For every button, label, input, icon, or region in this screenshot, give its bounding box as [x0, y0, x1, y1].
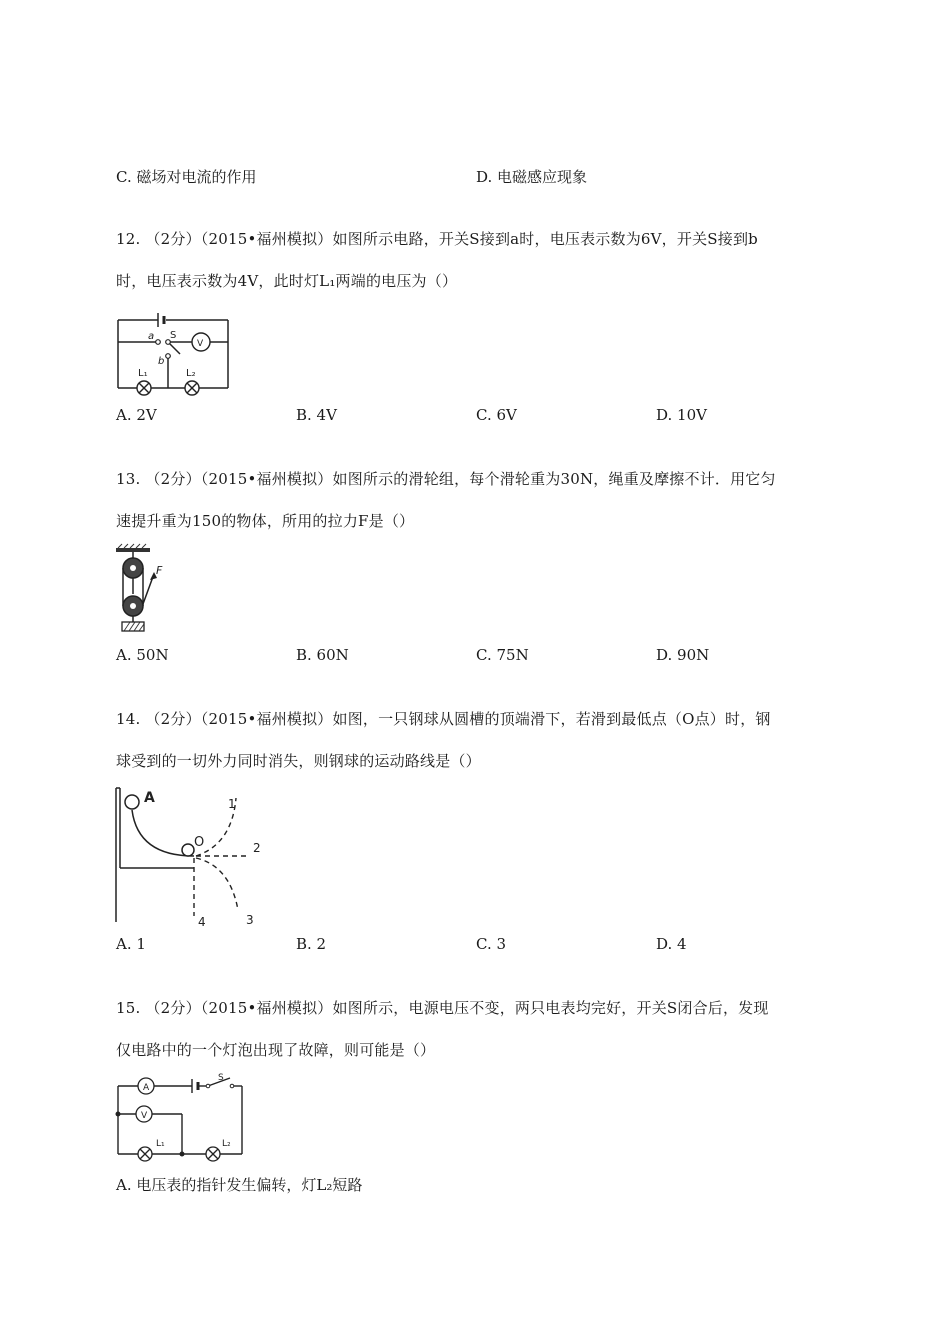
q13-pulley-diagram [114, 546, 174, 634]
q12-option-b: B. 4V [296, 406, 337, 424]
q15-label-ammeter: A [143, 1083, 150, 1093]
q15-label-s: S [218, 1073, 224, 1083]
question-15-text-line1: 15. （2分）（2015•福州模拟）如图所示，电源电压不变，两只电表均完好，开关S闭合后，发现 [116, 999, 769, 1017]
q13-option-b: B. 60N [296, 646, 349, 664]
q12-option-c: C. 6V [476, 406, 517, 424]
q13-option-a: A. 50N [116, 646, 169, 664]
question-14-text-line1: 14. （2分）（2015•福州模拟）如图，一只钢球从圆槽的顶端滑下，若滑到最低点（O点）时，钢 [116, 710, 771, 728]
q13-option-d: D. 90N [656, 646, 710, 664]
question-13-text-line1: 13. （2分）（2015•福州模拟）如图所示的滑轮组，每个滑轮重为30N，绳重及摩擦不计．用它匀 [116, 470, 776, 488]
q15-option-a: A. 电压表的指针发生偏转，灯L₂短路 [116, 1176, 363, 1194]
q15-label-l1: L₁ [156, 1139, 165, 1149]
q12-label-a: a [148, 331, 155, 342]
q12-option-a: A. 2V [116, 406, 157, 424]
option-d: D. 电磁感应现象 [476, 168, 588, 186]
q15-label-l2: L₂ [222, 1139, 231, 1149]
q14-label-a: A [144, 790, 155, 806]
q14-track-diagram [110, 786, 270, 928]
q12-option-d: D. 10V [656, 406, 707, 424]
q14-option-c: C. 3 [476, 935, 507, 953]
q13-option-c: C. 75N [476, 646, 529, 664]
q14-label-path1: 1 [228, 797, 236, 811]
question-13-text-line2: 速提升重为150的物体，所用的拉力F是（） [116, 512, 415, 530]
q14-label-path2: 2 [253, 841, 261, 855]
q15-circuit-diagram [112, 1074, 248, 1168]
q14-option-d: D. 4 [656, 935, 687, 953]
question-14-text-line2: 球受到的一切外力同时消失，则钢球的运动路线是（） [116, 752, 481, 770]
option-c: C. 磁场对电流的作用 [116, 168, 257, 186]
question-12-text-line1: 12. （2分）（2015•福州模拟）如图所示电路，开关S接到a时，电压表示数为6V，开关S接到b [116, 230, 758, 248]
q13-label-f: F [156, 564, 163, 577]
question-12-text-line2: 时，电压表示数为4V，此时灯L₁两端的电压为（） [116, 272, 458, 290]
q12-label-b: b [158, 356, 165, 367]
q15-label-voltmeter: V [141, 1111, 148, 1121]
q14-option-b: B. 2 [296, 935, 327, 953]
q12-label-l1: L₁ [138, 368, 148, 379]
q12-label-s: S [170, 330, 177, 341]
q14-label-path4: 4 [198, 915, 206, 929]
q14-label-path3: 3 [246, 913, 254, 927]
question-15-text-line2: 仅电路中的一个灯泡出现了故障，则可能是（） [116, 1041, 436, 1059]
q14-option-a: A. 1 [116, 935, 146, 953]
q12-label-v: V [197, 339, 204, 349]
q12-label-l2: L₂ [186, 368, 196, 379]
q12-circuit-diagram [112, 306, 242, 398]
q14-label-o: O [194, 835, 205, 850]
